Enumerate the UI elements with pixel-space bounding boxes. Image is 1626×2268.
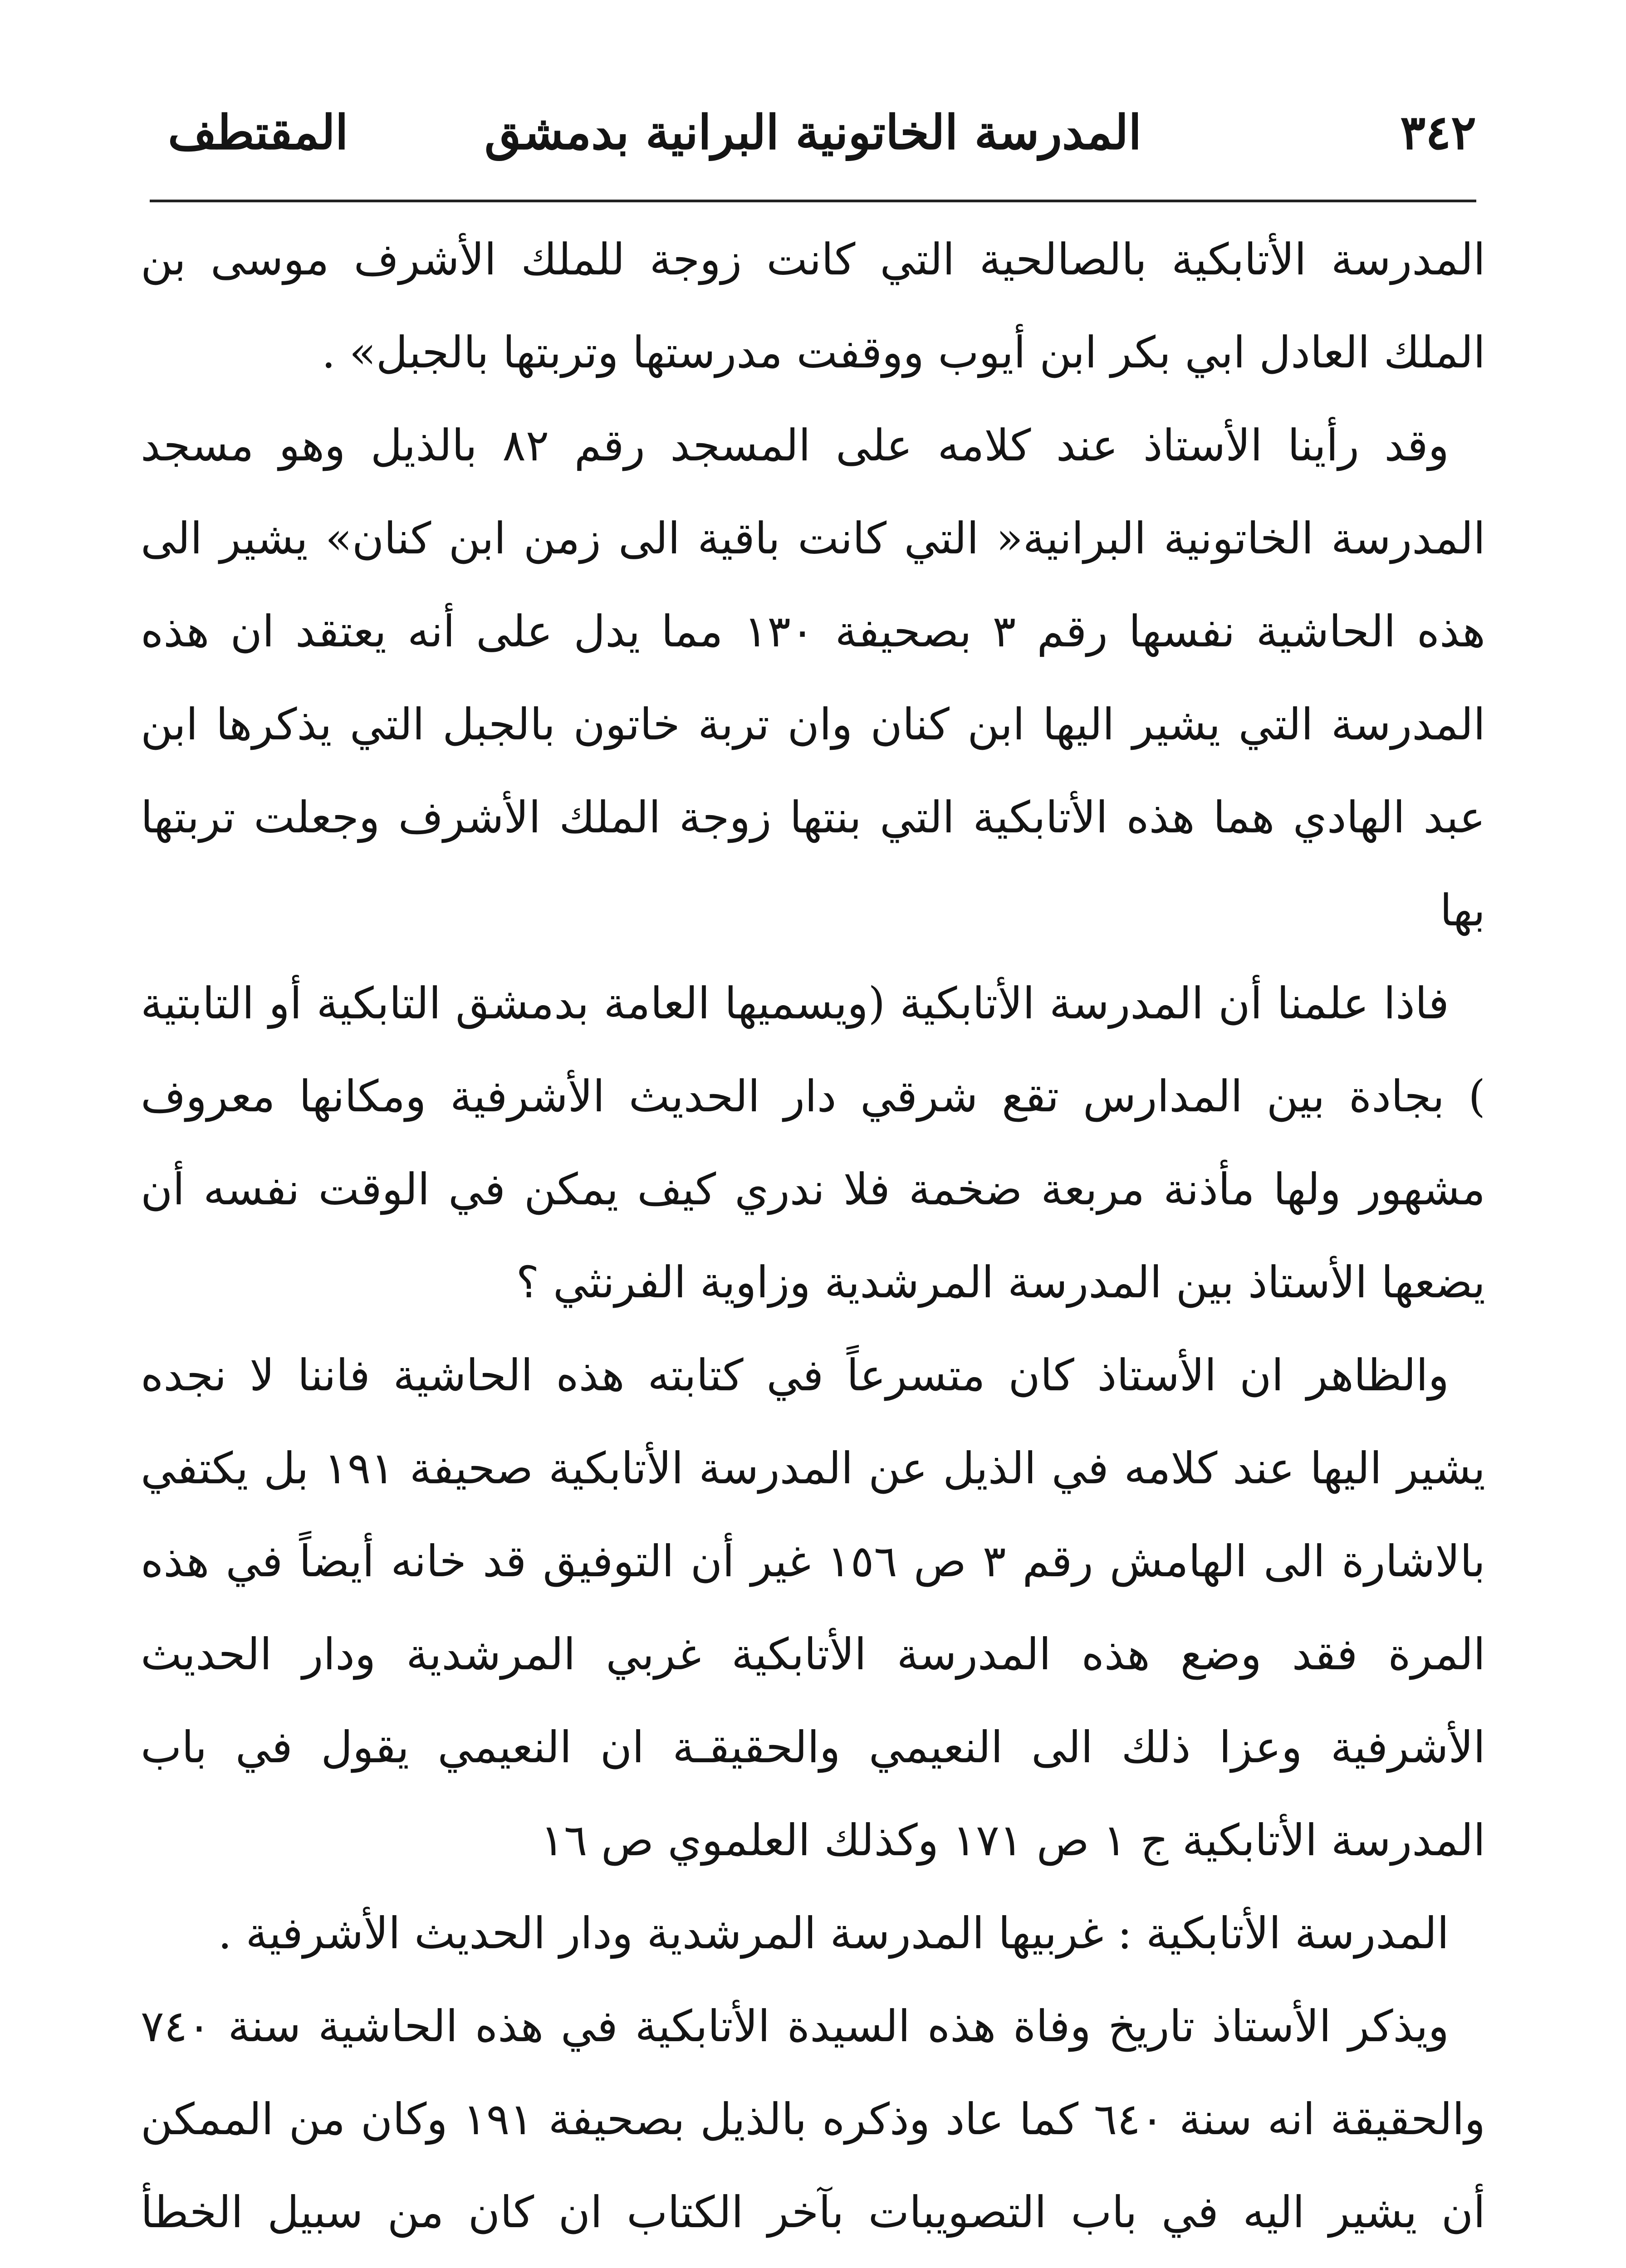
body-text bbox=[141, 213, 1485, 2268]
paragraph: المدرسة الأتابكية بالصالحية التي كانت زوجة للملك الأشرف موسى بن الملك العادل ابي بكر ابن أيوب ووقفت مدرستها وتربتها بالجبل» . bbox=[141, 234, 1485, 378]
paragraph: فاذا علمنا أن المدرسة الأتابكية (ويسميها العامة بدمشق التابكية أو التابتية ) بجادة بين المدارس تقع شرقي دار الحديث الأشرفية ومكانها معروف مشهور ولها مأذنة مربعة ضخمة فلا ندري كيف يمكن في الوقت نفسه أن يضعها الأستاذ بين المدرسة المرشدية وزاوية الفرنثي ؟ bbox=[141, 978, 1485, 1308]
header-rule bbox=[150, 200, 1476, 202]
paragraph: ويذكر الأستاذ تاريخ وفاة هذه السيدة الأتابكية في هذه الحاشية سنة ٧٤٠ والحقيقة انه سنة ٦٤٠ كما عاد وذكره بالذيل بصحيفة ١٩١ وكان من الممكن أن يشير اليه في باب التصويبات بآخر الكتاب ان كان من سبيل الخطأ bbox=[141, 2001, 1486, 2238]
running-title: المدرسة الخاتونية البرانية بدمشق bbox=[484, 104, 1142, 160]
paragraph: والظاهر ان الأستاذ كان متسرعاً في كتابته هذه الحاشية فاننا لا نجده يشير اليها عند كلامه في الذيل عن المدرسة الأتابكية صحيفة ١٩١ بل يكتفي بالاشارة الى الهامش رقم ٣ ص ١٥٦ غير أن التوفيق قد خانه أيضاً في هذه المرة فقد وضع هذه المدرسة الأتابكية غربي المرشدية ودار الحديث الأشرفية وعزا ذلك الى النعيمي والحقيقـة ان النعيمي يقول في باب المدرسة الأتابكية ج ١ ص ١٧١ وكذلك العلموي ص ١٦ bbox=[141, 1350, 1486, 1866]
page-header bbox=[150, 104, 1476, 181]
journal-name: المقتطف bbox=[168, 104, 348, 160]
paragraph: وقد رأينا الأستاذ عند كلامه على المسجد رقم ٨٢ بالذيل وهو مسجد المدرسة الخاتونية البرانية« التي كانت باقية الى زمن ابن كنان» يشير الى هذه الحاشية نفسها رقم ٣ بصحيفة ١٣٠ مما يدل على أنه يعتقد ان هذه المدرسة التي يشير اليها ابن كنان وان تربة خاتون بالجبل التي يذكرها ابن عبد الهادي هما هذه الأتابكية التي بنتها زوجة الملك الأشرف وجعلت تربتها بها bbox=[141, 420, 1486, 936]
quotation: المدرسة الأتابكية : غربيها المدرسة المرشدية ودار الحديث الأشرفية . bbox=[218, 1908, 1449, 1959]
page-number: ٣٤٢ bbox=[1400, 104, 1476, 160]
